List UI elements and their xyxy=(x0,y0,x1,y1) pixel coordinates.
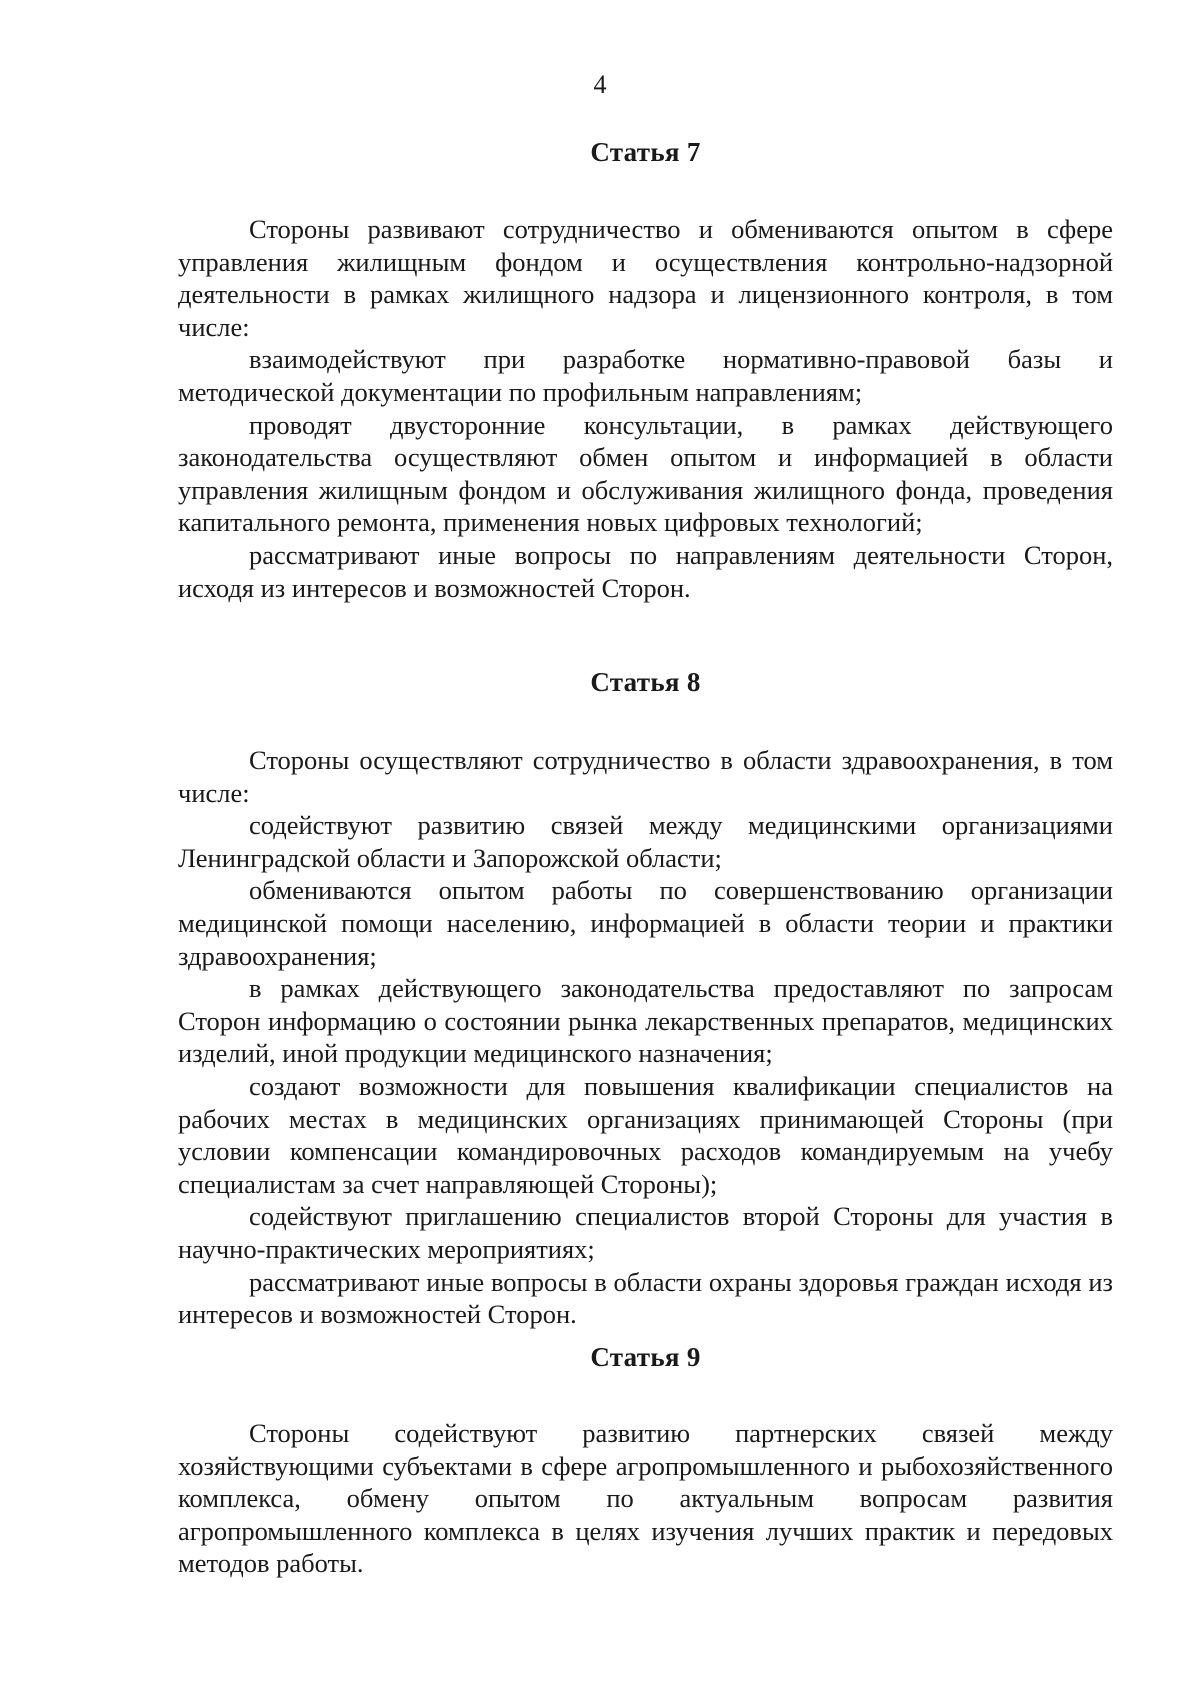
page-number: 4 xyxy=(593,70,607,99)
paragraph: взаимодействуют при разработке нормативно-правовой базы и методической документации по профильным направлениям; xyxy=(178,344,1113,407)
article-body xyxy=(178,213,1113,604)
article-7 xyxy=(178,136,1113,604)
article-title: Статья 7 xyxy=(590,137,701,167)
paragraph: содействуют развитию связей между медицинскими организациями Ленинградской области и Запорожской области; xyxy=(178,810,1113,873)
paragraph: Стороны развивают сотрудничество и обмениваются опытом в сфере управления жилищным фондом и осуществления контрольно-надзорной деятельности в рамках жилищного надзора и лицензионного контроля, в том числе: xyxy=(178,214,1113,342)
paragraph: Стороны содействуют развитию партнерских связей между хозяйствующими субъектами в сфере агропромышленного и рыбохозяйственного комплекса, обмену опытом по актуальным вопросам развития агропромышленного комплекса в целях изучения лучших практик и передовых методов работы. xyxy=(178,1418,1113,1579)
paragraph: содействуют приглашению специалистов второй Стороны для участия в научно-практических мероприятиях; xyxy=(178,1201,1113,1264)
article-body xyxy=(178,744,1113,1331)
paragraph: в рамках действующего законодательства предоставляют по запросам Сторон информацию о состоянии рынка лекарственных препаратов, медицинских изделий, иной продукции медицинского назначения; xyxy=(178,973,1113,1069)
paragraph: проводят двусторонние консультации, в рамках действующего законодательства осуществляют обмен опытом и информацией в области управления жилищным фондом и обслуживания жилищного фонда, проведения капитального ремонта, применения новых цифровых технологий; xyxy=(178,409,1113,538)
article-9 xyxy=(178,1341,1113,1580)
paragraph: Стороны осуществляют сотрудничество в области здравоохранения, в том числе: xyxy=(178,745,1113,808)
paragraph: рассматривают иные вопросы по направлениям деятельности Сторон, исходя из интересов и возможностей Сторон. xyxy=(178,539,1113,603)
article-8 xyxy=(178,666,1113,1331)
article-title: Статья 9 xyxy=(590,1342,701,1372)
article-body xyxy=(178,1417,1113,1580)
paragraph: создают возможности для повышения квалификации специалистов на рабочих местах в медицинских организациях принимающей Стороны (при условии компенсации командировочных расходов командируемым на учебу специалистам за счет направляющей Стороны); xyxy=(178,1070,1113,1199)
article-title: Статья 8 xyxy=(590,667,701,697)
paragraph: обмениваются опытом работы по совершенствованию организации медицинской помощи населению, информацией в области теории и практики здравоохранения; xyxy=(178,875,1113,971)
paragraph: рассматривают иные вопросы в области охраны здоровья граждан исходя из интересов и возможностей Сторон. xyxy=(178,1266,1113,1330)
